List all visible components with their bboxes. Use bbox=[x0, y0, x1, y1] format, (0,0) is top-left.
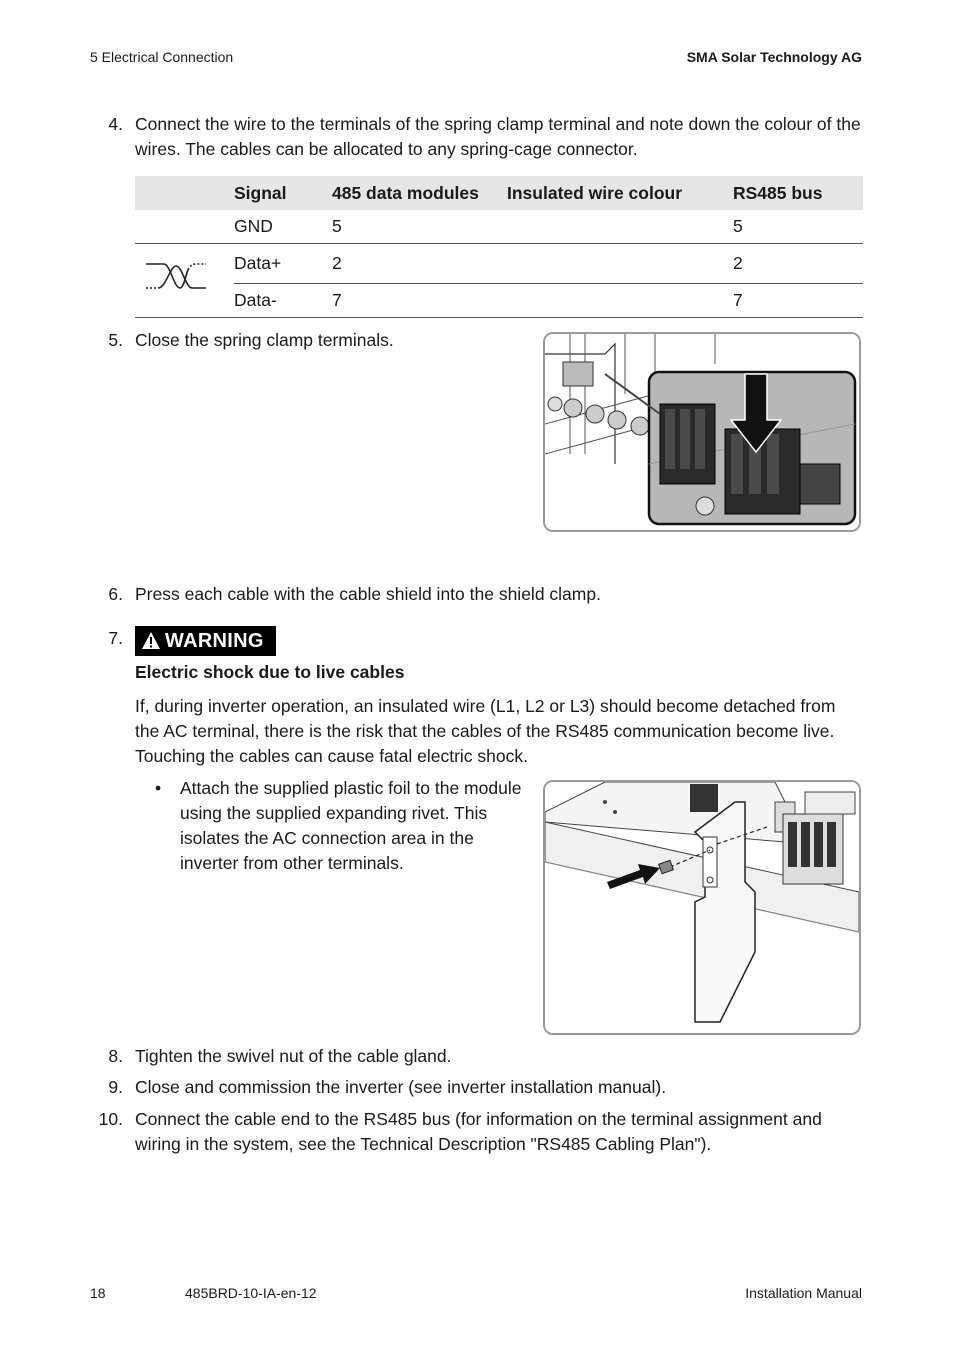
signal-table bbox=[135, 176, 863, 318]
step-number: 5. bbox=[108, 330, 123, 350]
warning-text: If, during inverter operation, an insulated wire (L1, L2 or L3) should become detached from the AC terminal, there is the risk that the cables of the RS485 communication become live. Touching the cables can cause fatal electric shock. bbox=[135, 696, 836, 766]
table-cell: 2 bbox=[332, 244, 507, 284]
step-number: 8. bbox=[108, 1046, 123, 1066]
warning-title: Electric shock due to live cables bbox=[135, 662, 405, 682]
step-number: 7. bbox=[108, 628, 123, 648]
warning-badge bbox=[135, 626, 276, 656]
table-cell-icon bbox=[135, 244, 234, 284]
footer-doc-id: 485BRD-10-IA-en-12 bbox=[185, 1285, 317, 1301]
table-cell: 5 bbox=[733, 210, 863, 244]
table-row bbox=[135, 210, 863, 244]
step-text: Connect the cable end to the RS485 bus (for information on the terminal assignment and wiring in the system, see the Technical Description "RS485 Cabling Plan"). bbox=[135, 1109, 822, 1154]
table-cell: Data- bbox=[234, 283, 332, 317]
step-number: 4. bbox=[108, 114, 123, 134]
plastic-foil-illustration bbox=[545, 782, 859, 1033]
table-row bbox=[135, 283, 863, 317]
table-cell: 7 bbox=[733, 283, 863, 317]
step-number: 10. bbox=[98, 1109, 123, 1129]
bullet-text: Attach the supplied plastic foil to the module using the supplied expanding rivet. This isolates the AC connection area in the inverter from other terminals. bbox=[180, 778, 522, 873]
table-cell: 2 bbox=[733, 244, 863, 284]
step-text: Tighten the swivel nut of the cable gland. bbox=[135, 1046, 452, 1066]
table-header-cell: 485 data modules bbox=[332, 176, 507, 210]
header-company: SMA Solar Technology AG bbox=[686, 49, 862, 65]
footer-doc-type: Installation Manual bbox=[745, 1285, 862, 1301]
twisted-pair-icon bbox=[144, 260, 208, 294]
bullet-dot: • bbox=[155, 778, 162, 798]
table-header-cell: Insulated wire colour bbox=[507, 176, 733, 210]
warning-label: WARNING bbox=[165, 630, 264, 652]
step-text: Close the spring clamp terminals. bbox=[135, 330, 394, 350]
spring-clamp-illustration bbox=[545, 334, 859, 530]
step-number: 9. bbox=[108, 1077, 123, 1097]
table-cell: 5 bbox=[332, 210, 507, 244]
figure-spring-clamp bbox=[543, 332, 861, 532]
footer-page-number: 18 bbox=[90, 1285, 106, 1301]
step-text: Connect the wire to the terminals of the spring clamp terminal and note down the colour of the wires. The cables can be allocated to any spring-cage connector. bbox=[135, 114, 861, 159]
table-cell bbox=[507, 283, 733, 317]
table-cell-icon bbox=[135, 210, 234, 244]
table-header-cell: RS485 bus bbox=[733, 176, 863, 210]
table-cell: 7 bbox=[332, 283, 507, 317]
step-text: Close and commission the inverter (see inverter installation manual). bbox=[135, 1077, 667, 1097]
step-text: Press each cable with the cable shield into the shield clamp. bbox=[135, 584, 601, 604]
table-header-cell: Signal bbox=[234, 176, 332, 210]
step-number: 6. bbox=[108, 584, 123, 604]
table-cell: GND bbox=[234, 210, 332, 244]
table-header-row bbox=[135, 176, 863, 210]
table-cell bbox=[507, 244, 733, 284]
header-section: 5 Electrical Connection bbox=[90, 49, 234, 65]
table-cell: Data+ bbox=[234, 244, 332, 284]
table-cell bbox=[507, 210, 733, 244]
table-header-icon-col bbox=[135, 176, 234, 210]
figure-plastic-foil bbox=[543, 780, 861, 1035]
table-row bbox=[135, 244, 863, 284]
warning-triangle-icon bbox=[141, 631, 161, 650]
